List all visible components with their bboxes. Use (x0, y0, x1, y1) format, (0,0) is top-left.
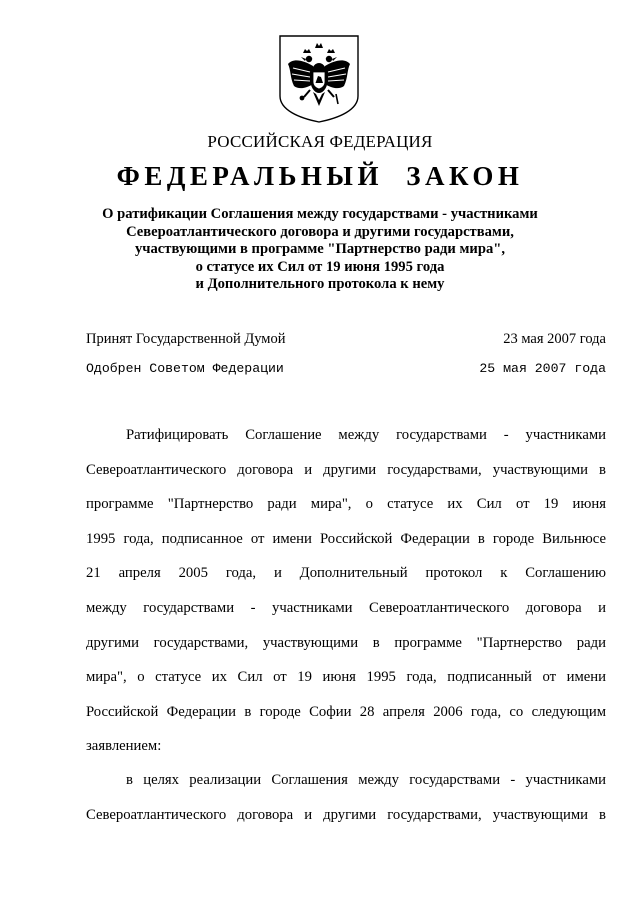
body-line: 21 апреля 2005 года, и Дополнительный протокол к Соглашению (86, 565, 606, 582)
adoption-council-row (86, 361, 606, 381)
country-name: РОССИЙСКАЯ ФЕДЕРАЦИЯ (207, 132, 433, 151)
body-line: Российской Федерации в городе Софии 28 апреля 2006 года, со следующим (86, 703, 606, 720)
body-line: 1995 года, подписанное от имени Российской Федерации в городе Вильнюсе (86, 530, 606, 547)
statement-paragraph (86, 770, 606, 839)
body-line: Североатлантического договора и другими государствами, участвующими в (86, 461, 606, 478)
body-line: Ратифицировать Соглашение между государствами - участниками (126, 427, 606, 443)
state-emblem (277, 34, 361, 124)
law-title (60, 206, 580, 294)
body-line: мира", о статусе их Сил от 19 июня 1995 года, подписанный от имени (86, 669, 606, 686)
body-line: другими государствами, участвующими в программе "Партнерство ради (86, 634, 606, 651)
council-approval-label: Одобрен Советом Федерации (86, 361, 284, 376)
law-title-line: о статусе их Сил от 19 июня 1995 года (195, 258, 445, 275)
body-line: между государствами - участниками Североатлантического договора и (86, 599, 606, 616)
body-line: в целях реализации Соглашения между государствами - участниками (126, 772, 606, 788)
body-line: Североатлантического договора и другими государствами, участвующими в (86, 806, 606, 823)
document-type: ФЕДЕРАЛЬНЫЙ ЗАКОН (116, 161, 524, 191)
duma-adoption-date: 23 мая 2007 года (503, 331, 606, 347)
law-title-line: Североатлантического договора и другими государствами, (126, 223, 514, 240)
adoption-duma-row (86, 331, 606, 351)
law-title-line: участвующими в программе "Партнерство ради мира", (134, 241, 505, 258)
russian-double-headed-eagle-emblem-icon (277, 34, 361, 124)
ratification-paragraph (86, 425, 606, 771)
law-title-line: О ратификации Соглашения между государствами - участниками (102, 206, 538, 222)
council-approval-date: 25 мая 2007 года (479, 361, 606, 376)
body-line: заявлением: (86, 738, 162, 755)
duma-adoption-label: Принят Государственной Думой (86, 331, 286, 347)
body-line: программе "Партнерство ради мира", о статусе их Сил от 19 июня (86, 496, 606, 513)
law-title-line: и Дополнительного протокола к нему (195, 276, 445, 293)
